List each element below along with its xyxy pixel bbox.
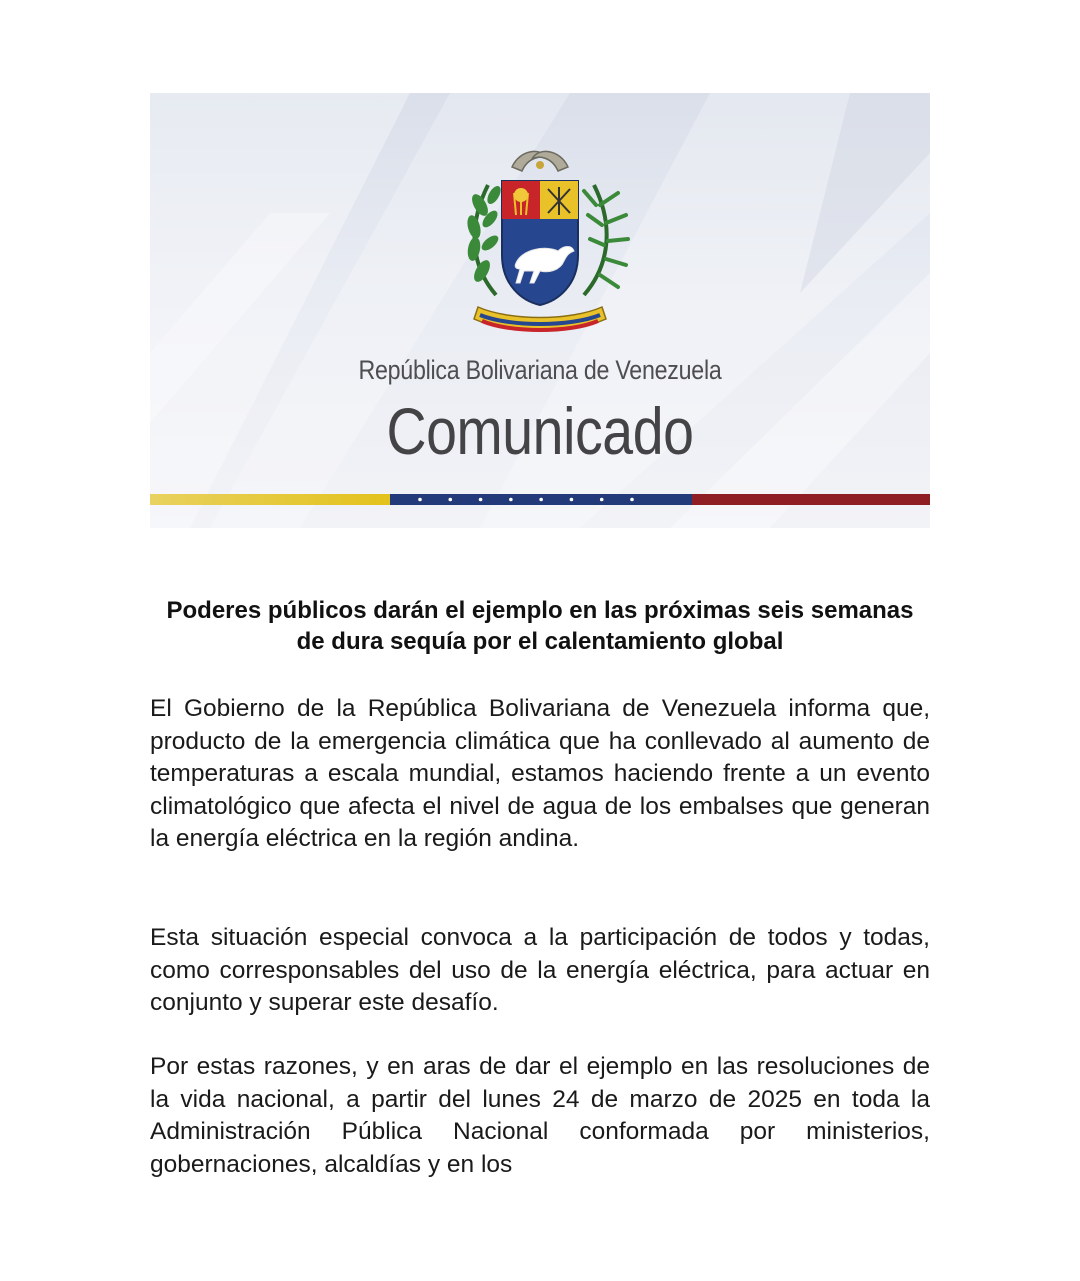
communique-title: Comunicado	[386, 394, 694, 468]
republic-name: República Bolivariana de Venezuela	[358, 355, 722, 385]
flag-star-icon	[448, 498, 452, 502]
headline: Poderes públicos darán el ejemplo en las próximas seis semanas de dura sequía por el calentamiento global	[166, 597, 914, 655]
flag-star-icon	[570, 498, 574, 502]
flag-star-icon	[600, 498, 604, 502]
flag-star-icon	[479, 498, 483, 502]
flag-star-icon	[509, 498, 513, 502]
flag-star-icon	[418, 498, 422, 502]
paragraph-3: Por estas razones, y en aras de dar el ejemplo en las resoluciones de la vida nacional, a partir del lunes 24 de marzo de 2025 en toda la Administración Pública Nacional conformada por ministerios, gobernaciones, alcaldías y en los	[150, 1053, 930, 1178]
flag-stripe	[150, 494, 930, 505]
flag-star-icon	[630, 498, 634, 502]
paragraph-2: Esta situación especial convoca a la participación de todos y todas, como corresponsables del uso de la energía eléctrica, para actuar en conjunto y superar este desafío.	[150, 924, 930, 1016]
communique-banner	[150, 93, 930, 528]
flag-star-icon	[539, 498, 543, 502]
coat-of-arms-icon	[450, 145, 630, 345]
paragraph-1: El Gobierno de la República Bolivariana de Venezuela informa que, producto de la emergencia climática que ha conllevado al aumento de temperaturas a escala mundial, estamos haciendo frente a un evento climatológico que afecta el nivel de agua de los embalses que generan la energía eléctrica en la región andina.	[150, 695, 930, 852]
